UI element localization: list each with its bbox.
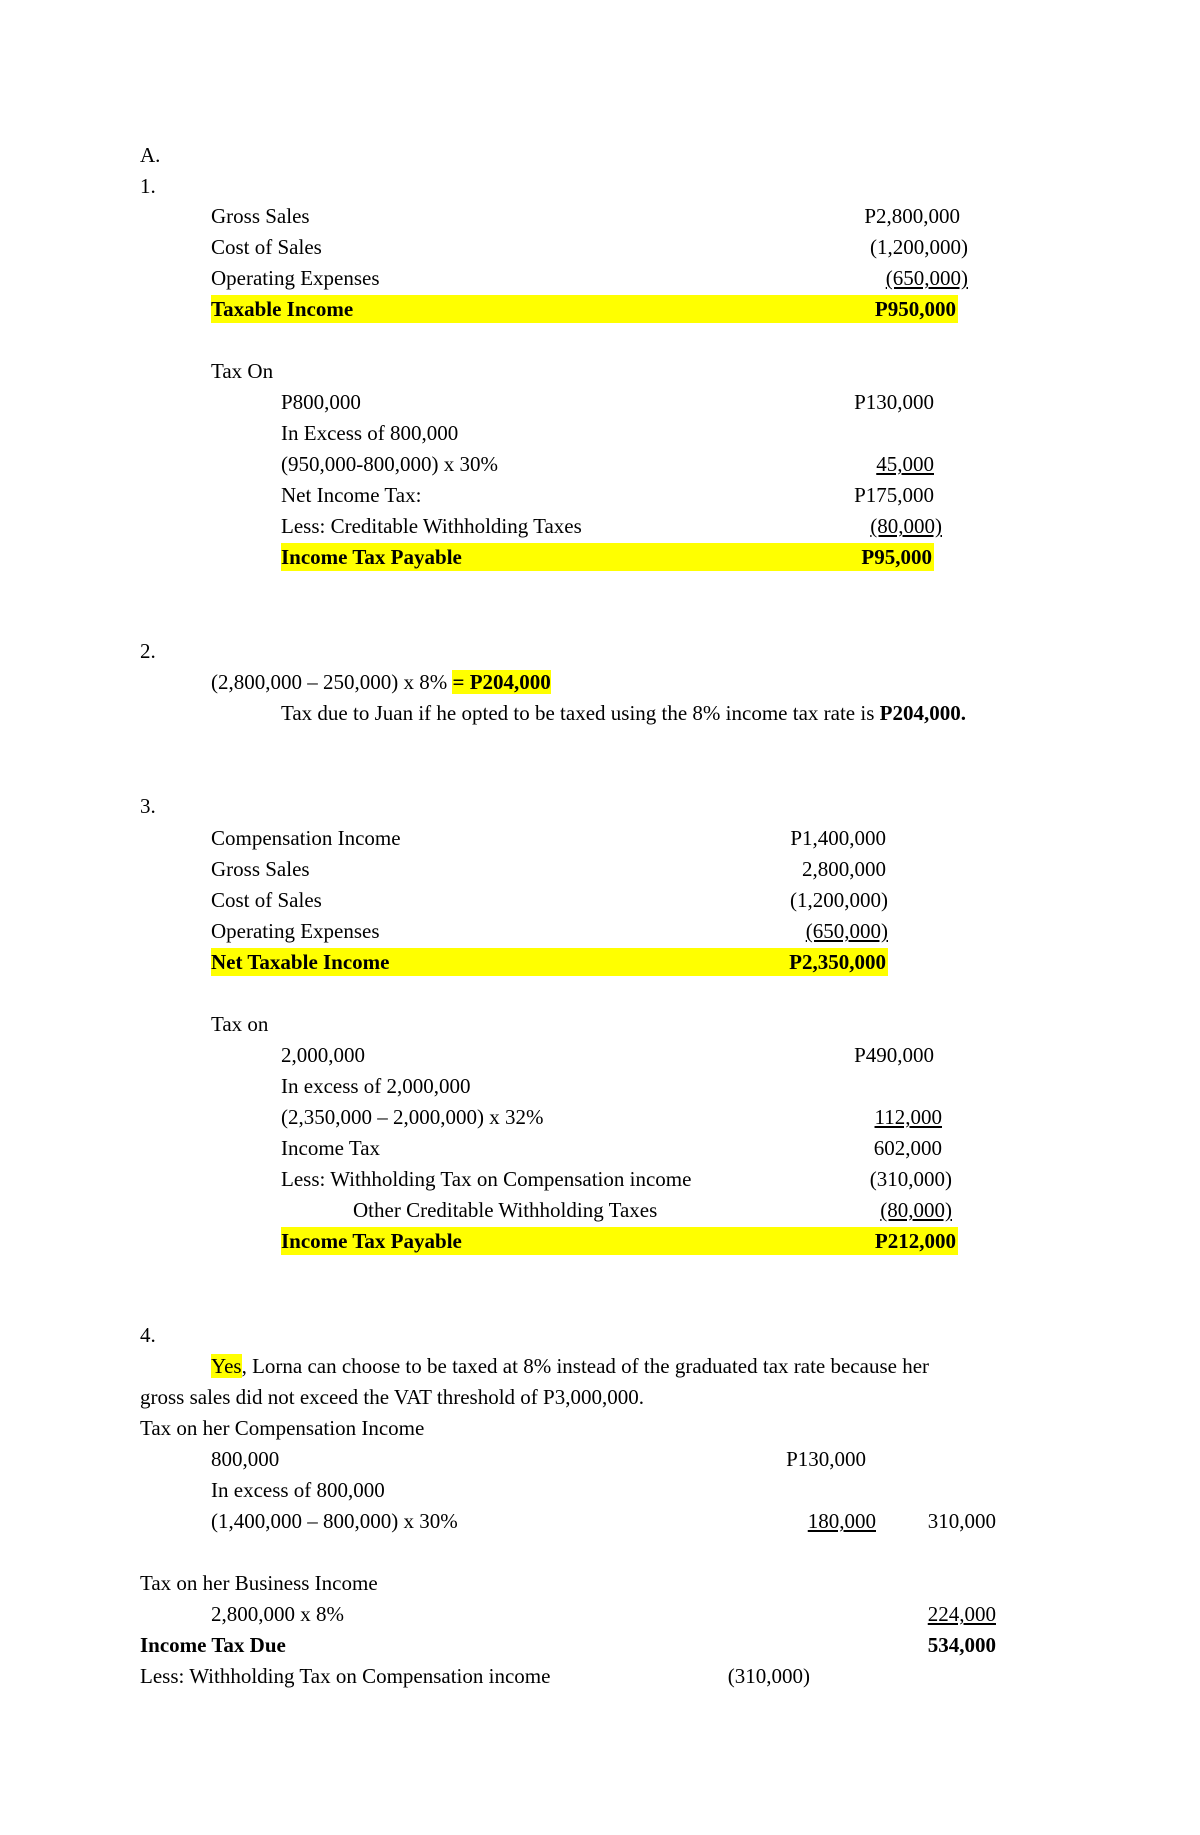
q3-tax-base-amount: P490,000 [854,1043,934,1067]
q4-compensation-calc-amount: 180,000 [807,1509,876,1533]
q1-taxable-income-amount: P950,000 [874,297,956,321]
q1-creditable-withholding-amount: (80,000) [870,514,942,538]
q2-sentence-line [281,700,966,726]
q4-compensation-calc-label: (1,400,000 – 800,000) x 30% [211,1509,458,1533]
q3-operating-expenses-label: Operating Expenses [211,919,380,943]
q2-sentence-amount: P204,000. [879,701,966,725]
q1-excess-calc-amount: 45,000 [876,452,934,476]
q2-formula-line [211,669,551,695]
q4-compensation-title: Tax on her Compensation Income [140,1416,425,1440]
q4-compensation-excess-label: In excess of 800,000 [211,1478,385,1502]
q4-paragraph-line-1 [211,1353,929,1379]
q4-income-tax-due-amount: 534,000 [927,1633,996,1657]
q1-excess-label: In Excess of 800,000 [281,421,459,445]
q4-number: 4. [140,1323,156,1347]
q2-number: 2. [140,639,156,663]
q2-result: = P204,000 [452,670,551,694]
section-label: A. [140,143,161,167]
q3-cost-of-sales-label: Cost of Sales [211,888,322,912]
q3-net-taxable-income-amount: P2,350,000 [789,950,886,974]
q3-gross-sales-label: Gross Sales [211,857,310,881]
q4-compensation-base-amount: P130,000 [786,1447,866,1471]
q1-income-tax-payable-amount: P95,000 [861,545,932,569]
q3-cost-of-sales-amount: (1,200,000) [790,888,888,912]
q1-tax-base-label: P800,000 [281,390,361,414]
q4-withholding-label: Less: Withholding Tax on Compensation income [140,1664,551,1688]
q3-other-creditable-label: Other Creditable Withholding Taxes [353,1198,658,1222]
q1-tax-on-label: Tax On [211,359,274,383]
q3-withholding-compensation-amount: (310,000) [869,1167,952,1191]
q3-number: 3. [140,794,156,818]
q4-business-amount: 224,000 [927,1602,996,1626]
q3-compensation-income-label: Compensation Income [211,826,401,850]
q4-paragraph-line-2: gross sales did not exceed the VAT threshold of P3,000,000. [140,1385,644,1409]
q3-withholding-compensation-label: Less: Withholding Tax on Compensation income [281,1167,692,1191]
q3-tax-on-label: Tax on [211,1012,269,1036]
q1-operating-expenses-amount: (650,000) [885,266,968,290]
q2-sentence: Tax due to Juan if he opted to be taxed using the 8% income tax rate is [281,701,880,725]
q2-formula: (2,800,000 – 250,000) x 8% [211,670,453,694]
q3-income-tax-payable-amount: P212,000 [874,1229,956,1253]
q1-net-income-tax-label: Net Income Tax: [281,483,422,507]
q4-para-line1-text: , Lorna can choose to be taxed at 8% instead of the graduated tax rate because her [241,1354,930,1378]
q4-business-title: Tax on her Business Income [140,1571,378,1595]
q1-excess-calc-label: (950,000-800,000) x 30% [281,452,498,476]
q3-income-tax-label: Income Tax [281,1136,381,1160]
q3-net-taxable-income-label: Net Taxable Income [211,950,390,974]
q4-compensation-total-amount: 310,000 [927,1509,996,1533]
q3-tax-base-label: 2,000,000 [281,1043,365,1067]
q3-income-tax-payable-label: Income Tax Payable [281,1229,462,1253]
q3-income-tax-amount: 602,000 [873,1136,942,1160]
q4-income-tax-due-label: Income Tax Due [140,1633,286,1657]
q4-business-calc-label: 2,800,000 x 8% [211,1602,344,1626]
q1-taxable-income-label: Taxable Income [211,297,354,321]
q3-operating-expenses-amount: (650,000) [805,919,888,943]
q3-other-creditable-amount: (80,000) [880,1198,952,1222]
q1-creditable-withholding-label: Less: Creditable Withholding Taxes [281,514,582,538]
q3-excess-calc-label: (2,350,000 – 2,000,000) x 32% [281,1105,544,1129]
q4-compensation-base-label: 800,000 [211,1447,280,1471]
q1-cost-of-sales-amount: (1,200,000) [870,235,968,259]
q1-operating-expenses-label: Operating Expenses [211,266,380,290]
q1-gross-sales-label: Gross Sales [211,204,310,228]
q1-tax-base-amount: P130,000 [854,390,934,414]
q3-gross-sales-amount: 2,800,000 [802,857,886,881]
q4-yes-answer: Yes [211,1354,242,1378]
q1-number: 1. [140,174,156,198]
q3-compensation-income-amount: P1,400,000 [790,826,886,850]
q1-income-tax-payable-label: Income Tax Payable [281,545,462,569]
q1-gross-sales-amount: P2,800,000 [864,204,960,228]
q3-excess-label: In excess of 2,000,000 [281,1074,471,1098]
q4-withholding-amount: (310,000) [727,1664,810,1688]
q1-cost-of-sales-label: Cost of Sales [211,235,322,259]
q1-net-income-tax-amount: P175,000 [854,483,934,507]
q3-excess-calc-amount: 112,000 [874,1105,942,1129]
